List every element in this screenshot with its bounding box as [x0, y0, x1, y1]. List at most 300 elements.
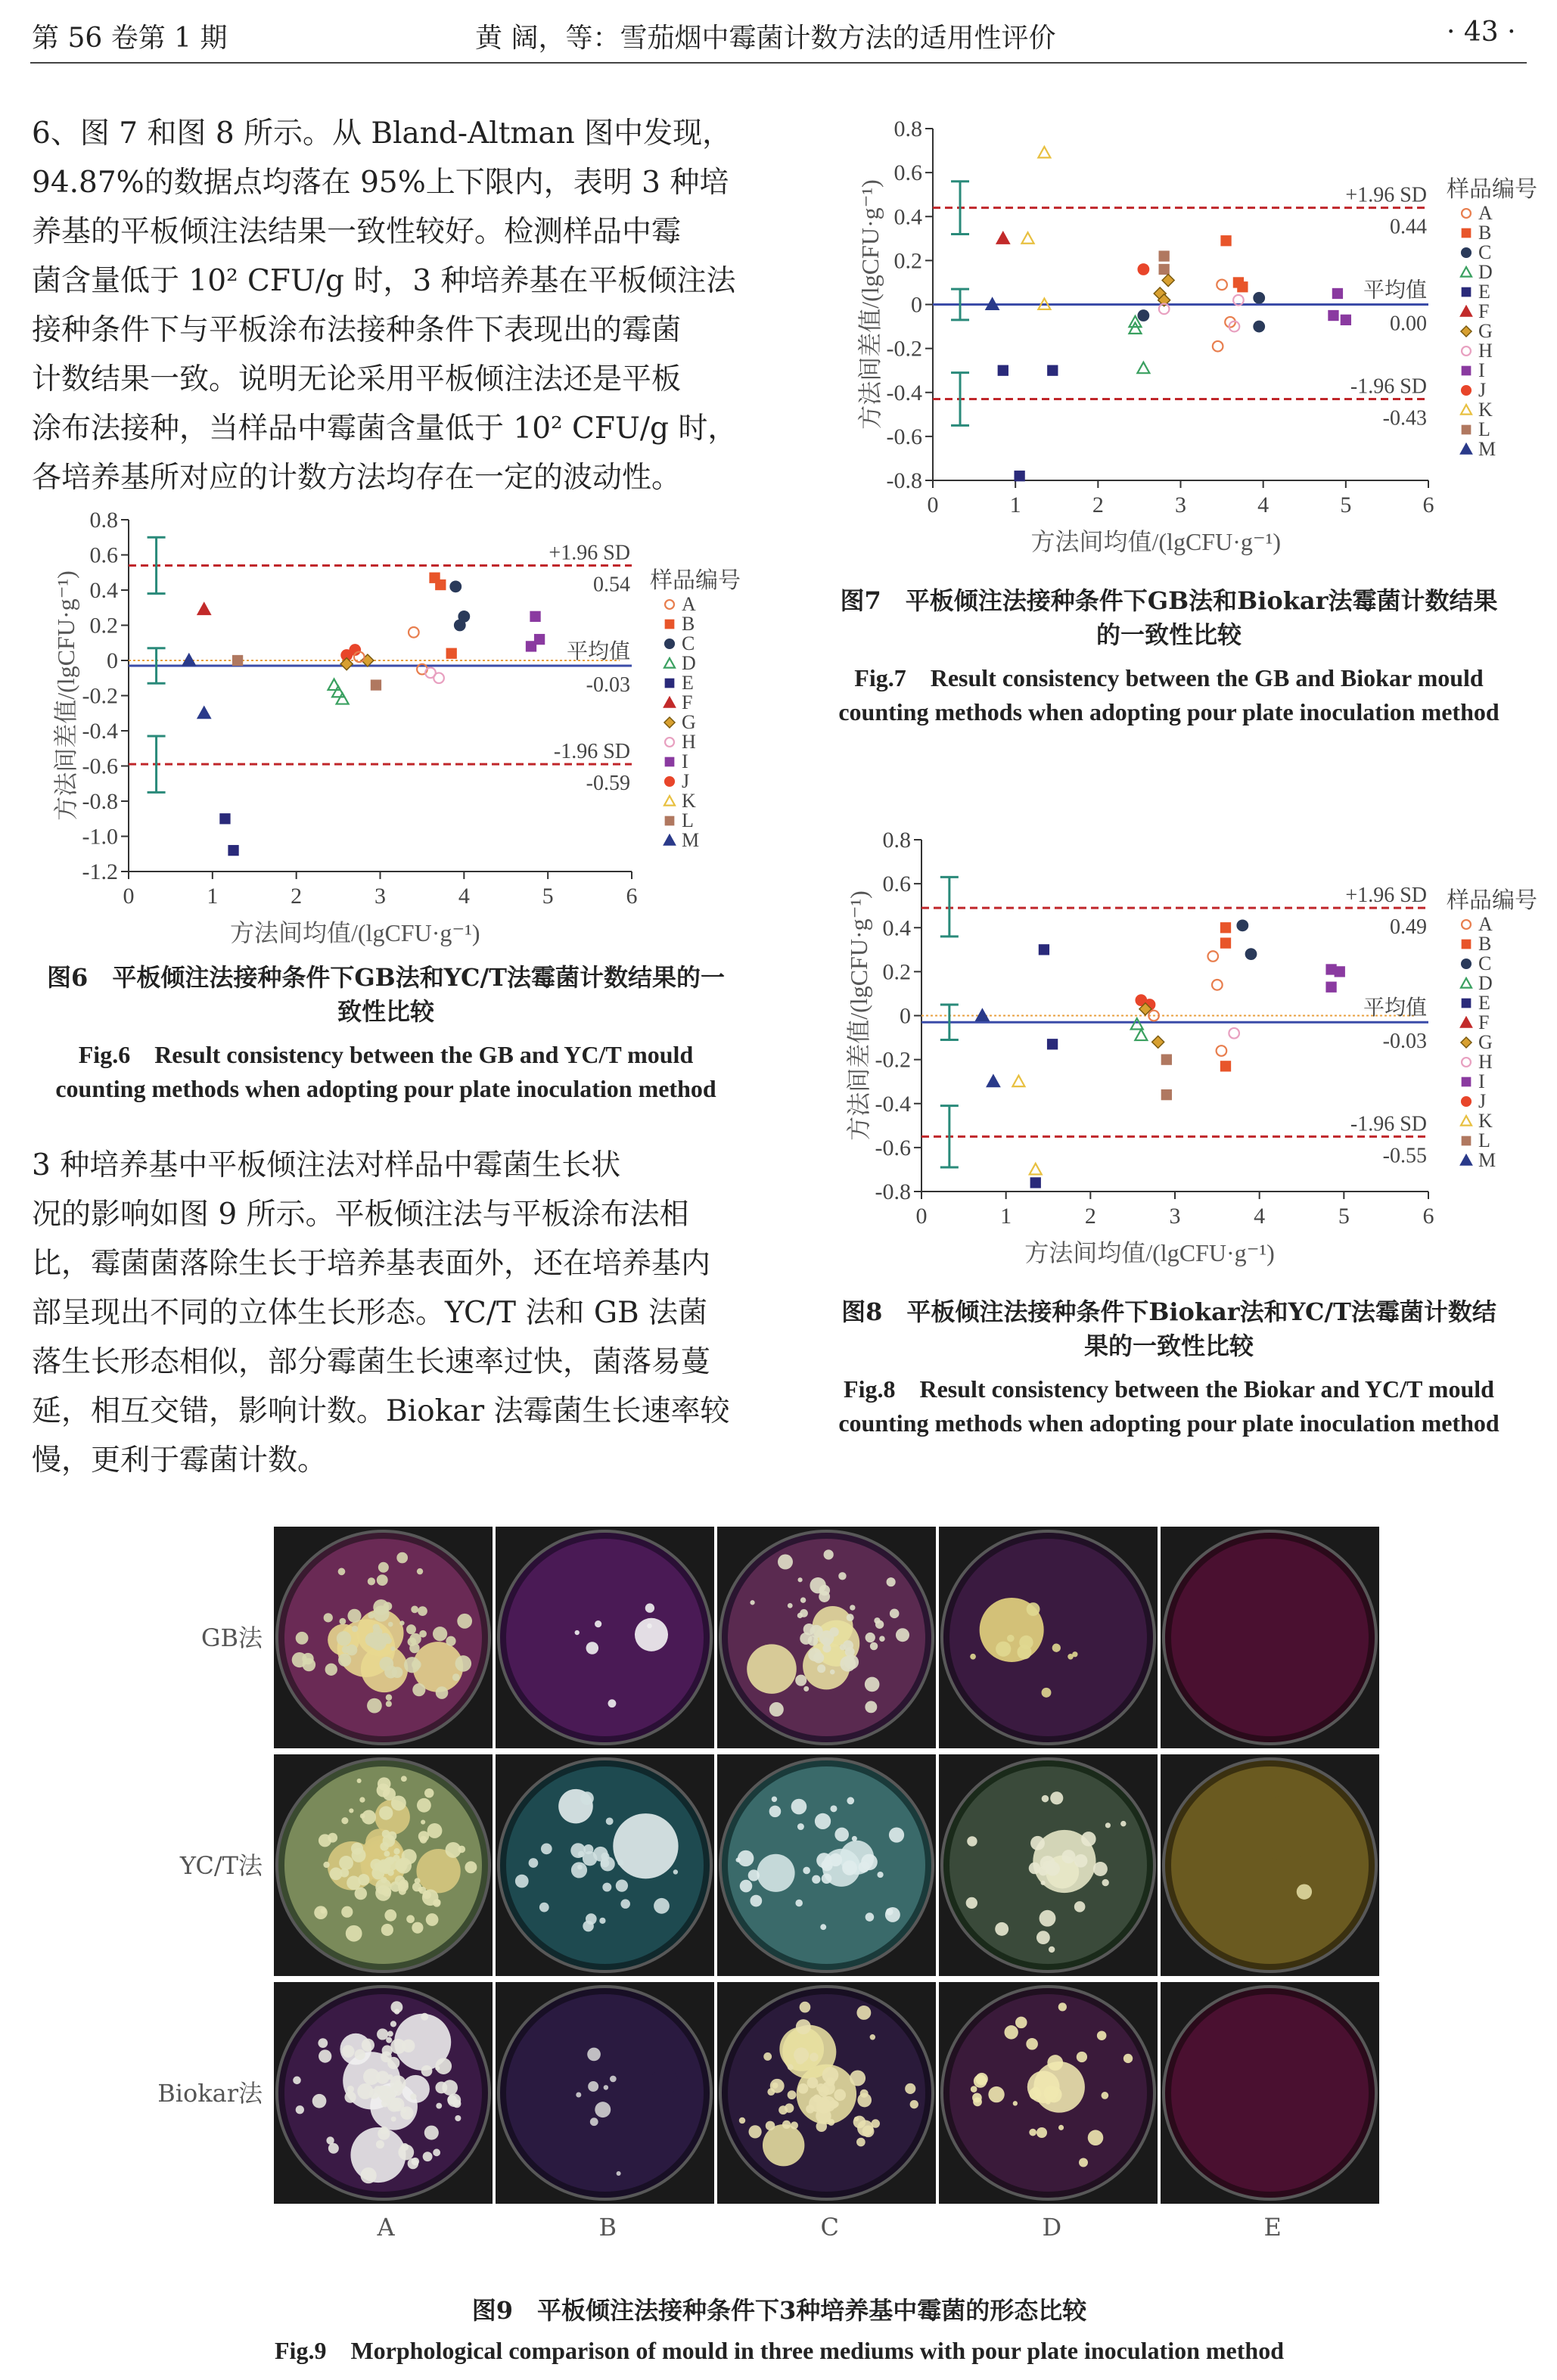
mould-colony — [339, 1856, 353, 1870]
mould-colony-large — [394, 2014, 451, 2071]
figure-7-chart — [821, 112, 1540, 566]
mould-colony — [1029, 1863, 1041, 1875]
legend-label: C — [1478, 241, 1492, 263]
mould-colony — [303, 1658, 316, 1672]
mould-colony — [830, 1805, 837, 1812]
data-point-C — [1254, 322, 1264, 332]
mould-colony — [1046, 2086, 1061, 2102]
mould-colony — [587, 2048, 601, 2062]
mould-colony — [379, 1633, 390, 1644]
mould-colony — [390, 2039, 406, 2054]
mould-colony — [604, 2085, 609, 2090]
dish-rim-highlight — [719, 1985, 934, 2201]
mould-colony-large — [362, 1839, 405, 1882]
data-point-D — [1137, 362, 1149, 373]
mould-colony — [358, 1874, 369, 1885]
mould-colony — [367, 1698, 382, 1714]
mould-colony — [1029, 2088, 1041, 2100]
mould-colony — [865, 1701, 877, 1713]
dish-medium — [284, 1994, 482, 2192]
page-number: · 43 · — [1447, 17, 1516, 48]
mould-colony — [389, 2102, 396, 2109]
mould-colony — [830, 1670, 835, 1675]
data-point-B — [1221, 236, 1231, 246]
data-point-A — [409, 627, 419, 638]
legend-marker-K — [1461, 405, 1472, 415]
upper-limit-value: 0.54 — [593, 573, 630, 597]
mould-colony — [738, 1850, 754, 1866]
mould-colony — [824, 1549, 834, 1559]
legend-marker-I — [1462, 1077, 1470, 1086]
legend-label: I — [1478, 1070, 1485, 1092]
mould-colony-large — [328, 1624, 359, 1656]
petri-dish-svg — [496, 1982, 714, 2204]
legend-label: F — [1478, 1011, 1490, 1033]
mould-colony — [750, 1895, 762, 1907]
mould-colony — [404, 1657, 420, 1673]
mould-colony — [1297, 1884, 1312, 1899]
mould-colony — [373, 1637, 378, 1642]
mould-colony — [340, 1869, 349, 1878]
mould-colony — [380, 2127, 388, 2135]
mould-colony — [819, 1585, 830, 1595]
mould-colony — [1068, 1654, 1074, 1660]
text-line: 6、图 7 和图 8 所示。从 Bland-Altman 图中发现， — [32, 117, 732, 151]
mould-colony — [810, 1625, 822, 1638]
mould-colony — [377, 1634, 389, 1646]
mould-colony — [875, 1620, 884, 1629]
mould-colony — [886, 1908, 893, 1915]
legend-label: K — [1478, 399, 1493, 421]
y-tick-label: -0.8 — [82, 789, 118, 814]
x-axis-label: 方法间均值/(lgCFU·g⁻¹) — [1030, 528, 1281, 555]
text-line: 计数结果一致。说明无论采用平板倾注法还是平板 — [32, 362, 682, 396]
mould-colony — [772, 2083, 778, 2089]
mould-colony — [351, 1842, 363, 1854]
dish-medium — [1171, 1539, 1369, 1736]
legend-marker-D — [1461, 267, 1472, 277]
data-point-E — [998, 365, 1008, 375]
running-header-volume: 第 56 卷第 1 期 — [32, 23, 228, 54]
mould-colony — [387, 2098, 402, 2112]
figure-9-caption-zh: 图9 平板倾注法接种条件下3种培养基中霉菌的形态比较 — [471, 2296, 1087, 2325]
y-tick-label: 0.6 — [882, 872, 911, 897]
legend-marker-K — [1461, 1116, 1472, 1126]
mould-colony — [750, 1600, 754, 1605]
dish-medium — [1171, 1766, 1369, 1964]
y-axis-label: 方法间差值/(lgCFU·g⁻¹) — [856, 179, 884, 430]
mould-colony — [355, 1888, 368, 1900]
mould-colony — [371, 1866, 384, 1879]
dish-rim-highlight — [497, 1985, 713, 2201]
mould-colony — [829, 2100, 838, 2108]
mould-colony — [384, 1909, 396, 1922]
mould-colony — [324, 1613, 333, 1622]
mould-colony — [739, 2117, 745, 2124]
data-point-A — [1217, 1046, 1227, 1056]
x-tick-label: 0 — [123, 884, 135, 909]
legend-title: 样品编号 — [650, 568, 741, 593]
mould-colony — [822, 2096, 827, 2101]
mould-colony — [384, 1666, 397, 1679]
mould-colony — [578, 1851, 584, 1857]
mould-colony — [387, 2057, 399, 2069]
mould-colony — [840, 1656, 856, 1672]
data-point-M — [198, 707, 210, 718]
data-point-B — [1221, 923, 1231, 933]
legend-marker-H — [1462, 346, 1471, 356]
mould-colony — [418, 1887, 426, 1894]
dish-medium — [1171, 1994, 1369, 2192]
petri-dish-svg — [1161, 1754, 1379, 1976]
mould-colony — [379, 1806, 393, 1819]
mould-colony — [795, 1900, 803, 1907]
mould-colony — [402, 1849, 417, 1864]
data-point-B — [1221, 938, 1231, 948]
petri-dish-svg — [1161, 1982, 1379, 2204]
figure-7-caption — [832, 584, 1506, 729]
text-line: 养基的平板倾注法结果一致性较好。检测样品中霉 — [32, 215, 682, 249]
mould-colony — [850, 2070, 866, 2086]
mould-colony — [377, 2028, 388, 2040]
mould-colony — [791, 2121, 798, 2129]
mould-colony — [408, 1637, 417, 1646]
y-tick-label: 0.4 — [882, 915, 911, 941]
mould-colony — [870, 1642, 878, 1650]
fig9-column-label: E — [1263, 2213, 1282, 2242]
mould-colony — [583, 1921, 594, 1932]
legend-label: A — [682, 593, 696, 615]
x-tick-label: 6 — [1422, 1204, 1434, 1229]
mould-colony — [370, 1859, 382, 1871]
body-paragraph-2 — [32, 1141, 747, 1485]
mould-colony — [409, 1643, 419, 1653]
mould-colony — [377, 1574, 388, 1586]
mould-colony — [419, 1630, 427, 1638]
mould-colony — [382, 2045, 393, 2055]
dish-medium — [506, 1539, 704, 1736]
mould-colony — [817, 1664, 825, 1673]
mould-colony — [808, 1648, 822, 1661]
mould-colony — [320, 1908, 326, 1914]
y-axis-label: 方法间差值/(lgCFU·g⁻¹) — [845, 890, 872, 1141]
petri-dish-svg — [496, 1754, 714, 1976]
mould-colony — [1061, 1850, 1075, 1863]
text-line: 94.87%的数据点均落在 95%上下限内，表明 3 种培 — [32, 166, 729, 200]
dish-rim-highlight — [275, 1757, 491, 1973]
fig9-column-label: C — [820, 2213, 839, 2242]
mould-colony — [972, 2093, 982, 2103]
fig9-column-label: A — [377, 2213, 395, 2242]
petri-dish-svg — [939, 1754, 1158, 1976]
y-tick-label: -0.2 — [82, 683, 118, 709]
mould-colony — [822, 1873, 832, 1884]
mould-colony — [325, 1664, 337, 1676]
legend-label: E — [1478, 281, 1490, 303]
text-line: 3 种培养基中平板倾注法对样品中霉菌生长状 — [32, 1148, 621, 1182]
mould-colony — [395, 1875, 406, 1886]
data-point-F — [997, 232, 1009, 243]
legend-title: 样品编号 — [1447, 177, 1537, 202]
legend-marker-A — [1462, 920, 1471, 929]
legend-label: F — [1478, 300, 1490, 322]
petri-dish-photo — [939, 1754, 1158, 1976]
mould-colony — [362, 1810, 376, 1825]
mould-colony — [373, 1627, 382, 1636]
mould-colony — [384, 1850, 390, 1856]
legend-label: D — [682, 652, 696, 674]
mould-colony-large — [374, 1800, 409, 1835]
mould-colony-large — [359, 1835, 405, 1881]
mould-colony — [834, 2089, 846, 2101]
legend-label: L — [1478, 1129, 1490, 1151]
y-tick-label: -0.4 — [886, 380, 922, 405]
mould-colony — [406, 1915, 415, 1923]
mould-colony — [371, 1636, 387, 1651]
mould-colony — [318, 2038, 328, 2048]
y-tick-label: -1.2 — [82, 859, 118, 884]
legend-marker-A — [1462, 209, 1471, 218]
mould-colony — [368, 1577, 375, 1585]
mould-colony — [381, 1924, 393, 1936]
x-tick-label: 3 — [1169, 1204, 1181, 1229]
data-point-M — [987, 1076, 999, 1086]
mould-colony — [1102, 1879, 1109, 1886]
mould-colony-large — [1033, 2062, 1085, 2113]
mould-colony — [778, 2105, 788, 2114]
mould-colony — [433, 2149, 440, 2156]
mould-colony — [423, 2152, 433, 2161]
y-tick-label: -0.6 — [886, 424, 922, 449]
text-line: 落生长形态相似，部分霉菌生长速率过快，菌落易蔓 — [32, 1345, 711, 1379]
text-line: 菌含量低于 10² CFU/g 时，3 种培养基在平板倾注法 — [32, 264, 736, 298]
mould-colony — [1102, 2092, 1109, 2099]
data-point-G — [1162, 275, 1174, 287]
legend-marker-E — [1462, 999, 1470, 1007]
data-point-H — [1229, 1028, 1239, 1039]
data-point-L — [1159, 265, 1169, 275]
data-point-K — [1022, 232, 1034, 243]
mean-label: 平均值 — [1363, 278, 1427, 303]
mould-colony — [1036, 2127, 1047, 2138]
mould-colony — [847, 1614, 854, 1621]
mould-colony — [819, 1591, 830, 1602]
mould-colony — [436, 2103, 442, 2109]
data-point-L — [1159, 251, 1169, 261]
legend-marker-B — [665, 620, 673, 628]
fig9-row-label: GB法 — [200, 1623, 263, 1652]
text-line: 慢，更利于霉菌计数。 — [32, 1443, 328, 1477]
mould-colony — [857, 2093, 872, 2108]
mould-colony — [433, 1627, 447, 1641]
mould-colony — [373, 1633, 382, 1642]
legend-label: L — [682, 809, 694, 831]
mould-colony — [400, 2106, 413, 2119]
mould-colony — [420, 1836, 427, 1844]
mould-colony — [800, 2002, 811, 2013]
legend-marker-B — [1462, 228, 1470, 237]
y-tick-label: -1.0 — [82, 824, 118, 850]
mould-colony — [342, 2045, 355, 2058]
mould-colony — [803, 1623, 815, 1635]
mould-colony — [970, 1654, 976, 1660]
mould-colony — [368, 1632, 384, 1648]
figure-8-caption-en: Fig.8 Result consistency between the Biokar and YC/T mould counting methods when adopting pour plate inoculation method — [838, 1375, 1500, 1437]
mould-colony-large — [340, 2034, 371, 2065]
mould-colony — [819, 2086, 829, 2096]
mould-colony — [862, 2125, 875, 2137]
mould-colony — [401, 2108, 406, 2113]
mould-colony — [975, 2073, 987, 2085]
mould-colony-large — [813, 1620, 859, 1667]
upper-limit-label: +1.96 SD — [549, 541, 630, 565]
mould-colony — [406, 1624, 416, 1634]
mould-colony — [1046, 2099, 1051, 2105]
figure-6-caption-zh: 图6 平板倾注法接种条件下GB法和YC/T法霉菌计数结果的一致性比较 — [47, 963, 725, 1026]
mould-colony — [347, 1609, 361, 1623]
legend-marker-G — [1461, 1037, 1472, 1048]
mould-colony — [812, 1875, 820, 1884]
mould-colony — [822, 1638, 831, 1647]
mould-colony — [401, 2143, 409, 2151]
mould-colony — [1013, 2101, 1018, 2105]
dish-rim — [1165, 1533, 1375, 1742]
legend-marker-B — [1462, 940, 1470, 948]
mould-colony — [314, 1906, 328, 1919]
mould-colony-large — [1027, 2071, 1060, 2103]
dish-rim-highlight — [1162, 1530, 1378, 1745]
mean-label: 平均值 — [566, 639, 630, 663]
mould-colony — [1058, 2125, 1064, 2130]
dish-rim-highlight — [940, 1530, 1156, 1745]
dish-rim-highlight — [275, 1985, 491, 2201]
mould-colony — [673, 1869, 678, 1874]
mould-colony — [1027, 1602, 1040, 1616]
petri-dish-svg — [274, 1527, 493, 1748]
legend-marker-K — [664, 796, 675, 806]
mould-colony-large — [365, 1828, 394, 1857]
mould-colony — [374, 1863, 381, 1869]
mould-colony — [375, 1878, 391, 1894]
mould-colony — [383, 1835, 396, 1847]
data-point-I — [1326, 982, 1336, 992]
mould-colony — [785, 2103, 794, 2112]
data-point-D — [337, 693, 349, 704]
mould-colony — [382, 1863, 387, 1867]
data-point-C — [1238, 921, 1248, 931]
mould-colony — [455, 2115, 461, 2121]
mould-colony — [766, 2121, 775, 2131]
mould-colony — [599, 1918, 605, 1924]
figure-9-caption — [45, 2294, 1513, 2368]
dish-rim — [1165, 1988, 1375, 2198]
mould-colony — [378, 2086, 395, 2102]
legend-marker-E — [665, 679, 673, 687]
x-tick-label: 2 — [291, 884, 303, 909]
mould-colony — [1042, 1795, 1049, 1802]
mould-colony — [368, 1612, 374, 1619]
mould-colony — [363, 2068, 380, 2085]
mould-colony — [373, 1599, 389, 1615]
mould-colony — [608, 1699, 616, 1707]
mould-colony — [452, 2099, 461, 2108]
mould-colony — [386, 1701, 392, 1707]
mould-colony — [583, 1844, 593, 1854]
legend-marker-F — [664, 698, 675, 707]
mould-colony — [434, 1899, 441, 1906]
data-point-G — [1152, 1036, 1164, 1048]
mould-colony — [410, 2093, 416, 2099]
data-point-E — [1030, 1178, 1040, 1188]
mould-colony — [865, 1677, 880, 1692]
petri-dish-photo — [717, 1527, 936, 1748]
mould-colony — [819, 1630, 834, 1645]
x-tick-label: 4 — [1257, 492, 1270, 517]
mould-colony — [874, 1617, 880, 1623]
mould-colony — [421, 1819, 425, 1824]
mould-colony — [1049, 1947, 1055, 1953]
mould-colony — [398, 2145, 414, 2161]
mould-colony-large — [782, 2025, 836, 2079]
mould-colony — [404, 1860, 409, 1866]
mould-colony — [412, 2158, 419, 2165]
mould-colony — [390, 2021, 396, 2027]
mould-colony — [338, 1654, 351, 1667]
x-axis-label: 方法间均值/(lgCFU·g⁻¹) — [230, 919, 480, 946]
x-tick-label: 1 — [1000, 1204, 1012, 1229]
mould-colony — [379, 2090, 386, 2097]
mould-colony — [396, 1552, 408, 1564]
mould-colony — [344, 2091, 356, 2102]
mould-colony — [861, 1854, 878, 1871]
mould-colony — [389, 2094, 396, 2101]
mould-colony-large — [980, 1598, 1044, 1662]
dish-rim-highlight — [1162, 1985, 1378, 2201]
mould-colony — [798, 2083, 809, 2094]
figure-8-caption-zh: 图8 平板倾注法接种条件下Biokar法和YC/T法霉菌计数结果的一致性比较 — [841, 1297, 1496, 1360]
mould-colony — [1040, 1910, 1056, 1927]
mould-colony — [357, 2083, 373, 2099]
mould-colony — [372, 1624, 380, 1632]
mould-colony — [854, 2117, 859, 2121]
mould-colony — [803, 1686, 809, 1692]
mould-colony — [435, 2082, 447, 2094]
mould-colony — [529, 1858, 539, 1868]
legend-title: 样品编号 — [1447, 888, 1537, 913]
mould-colony — [1004, 2025, 1018, 2039]
mould-colony — [1088, 2130, 1104, 2145]
data-point-I — [530, 611, 540, 621]
mould-colony — [856, 2006, 871, 2020]
mould-colony — [417, 1798, 431, 1813]
legend-label: K — [1478, 1110, 1493, 1132]
mould-colony — [610, 2076, 617, 2083]
mould-colony-large — [402, 2075, 430, 2103]
mould-colony — [446, 1636, 455, 1646]
dish-rim — [943, 1988, 1153, 2198]
mould-colony — [412, 1683, 425, 1696]
legend-marker-G — [1461, 326, 1472, 337]
mould-colony — [595, 2102, 611, 2117]
data-point-K — [1030, 1164, 1042, 1174]
data-point-C — [455, 620, 465, 631]
legend-label: C — [682, 632, 695, 654]
mould-colony — [422, 1889, 439, 1906]
mould-colony — [423, 1891, 431, 1899]
mould-colony — [390, 2075, 406, 2091]
legend-marker-E — [1462, 287, 1470, 296]
petri-dish-photo — [274, 1982, 493, 2204]
